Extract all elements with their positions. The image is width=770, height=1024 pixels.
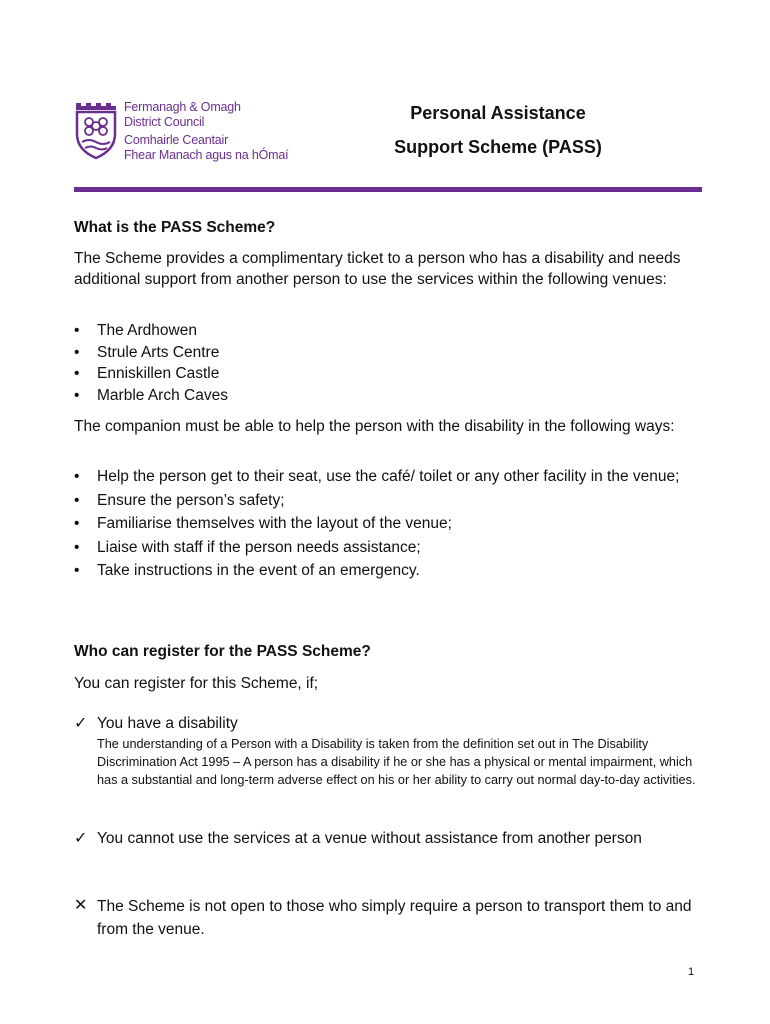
- duty-text: Take instructions in the event of an emergency.: [97, 562, 420, 579]
- companion-intro-paragraph: The companion must be able to help the person with the disability in the following ways:: [74, 418, 675, 435]
- check-icon: ✓: [74, 830, 88, 847]
- list-item: [74, 537, 704, 560]
- bullet-icon: •: [74, 491, 80, 509]
- venue-name: Strule Arts Centre: [97, 343, 220, 361]
- bullet-icon: •: [74, 322, 80, 339]
- criterion-disability: [74, 713, 704, 789]
- bullet-icon: •: [74, 515, 80, 532]
- section-heading-what-is-pass: What is the PASS Scheme?: [74, 219, 276, 236]
- scheme-intro-paragraph: The Scheme provides a complimentary ticket to a person who has a disability and needs additional support from another person to use the services within the following venues:: [74, 250, 681, 288]
- bullet-icon: •: [74, 538, 80, 556]
- council-logo-text: [124, 100, 288, 162]
- duty-text: Liaise with staff if the person needs assistance;: [97, 538, 421, 556]
- bullet-icon: •: [74, 343, 80, 361]
- list-item: [74, 513, 704, 536]
- companion-duties-list: [74, 466, 704, 584]
- venue-name: Enniskillen Castle: [97, 365, 220, 382]
- page-number: 1: [688, 966, 695, 978]
- bullet-icon: •: [74, 562, 80, 579]
- list-item: [74, 385, 704, 407]
- council-logo: [74, 100, 304, 164]
- criterion-text: You cannot use the services at a venue without assistance from another person: [97, 830, 642, 847]
- council-crest-icon: [74, 100, 118, 162]
- venue-list: [74, 320, 704, 406]
- list-item: [74, 342, 704, 364]
- section-heading-who-can-register: Who can register for the PASS Scheme?: [74, 643, 371, 660]
- logo-line: District Council: [124, 114, 205, 129]
- list-item: [74, 320, 704, 342]
- duty-text: Familiarise themselves with the layout of the venue;: [97, 515, 452, 532]
- criterion-needs-assistance: [74, 828, 704, 850]
- criterion-text: The Scheme is not open to those who simply require a person to transport them to and from the venue.: [97, 898, 692, 938]
- header-divider: [74, 187, 702, 192]
- document-title-line-1: Personal Assistance: [410, 103, 586, 123]
- logo-line: Fhear Manach agus na hÓmaí: [124, 147, 289, 162]
- list-item: [74, 466, 704, 489]
- document-title-line-2: Support Scheme (PASS): [394, 137, 602, 157]
- venue-name: Marble Arch Caves: [97, 386, 228, 404]
- criterion-text: You have a disability: [97, 715, 238, 732]
- check-icon: ✓: [74, 715, 88, 732]
- register-intro-paragraph: You can register for this Scheme, if;: [74, 675, 319, 692]
- duty-text: Ensure the person’s safety;: [97, 491, 285, 509]
- list-item: [74, 490, 704, 513]
- list-item: [74, 560, 704, 583]
- logo-line: Fermanagh & Omagh: [124, 100, 241, 114]
- duty-text: Help the person get to their seat, use the café/ toilet or any other facility in the venue;: [97, 468, 680, 485]
- list-item: [74, 363, 704, 385]
- disability-definition: The understanding of a Person with a Disability is taken from the definition set out in The Disability Discrimination Act 1995 – A person has a disability if he or she has a physical or mental impairment, which has a substantial and long-term adverse effect on his or her ability to carry out normal day-to-day activities.: [97, 737, 696, 787]
- criterion-exclusion: [74, 895, 704, 941]
- bullet-icon: •: [74, 468, 80, 485]
- bullet-icon: •: [74, 365, 80, 382]
- bullet-icon: •: [74, 386, 80, 404]
- cross-icon: ✕: [74, 897, 88, 914]
- logo-line: Comhairle Ceantair: [124, 133, 229, 147]
- venue-name: The Ardhowen: [97, 322, 197, 339]
